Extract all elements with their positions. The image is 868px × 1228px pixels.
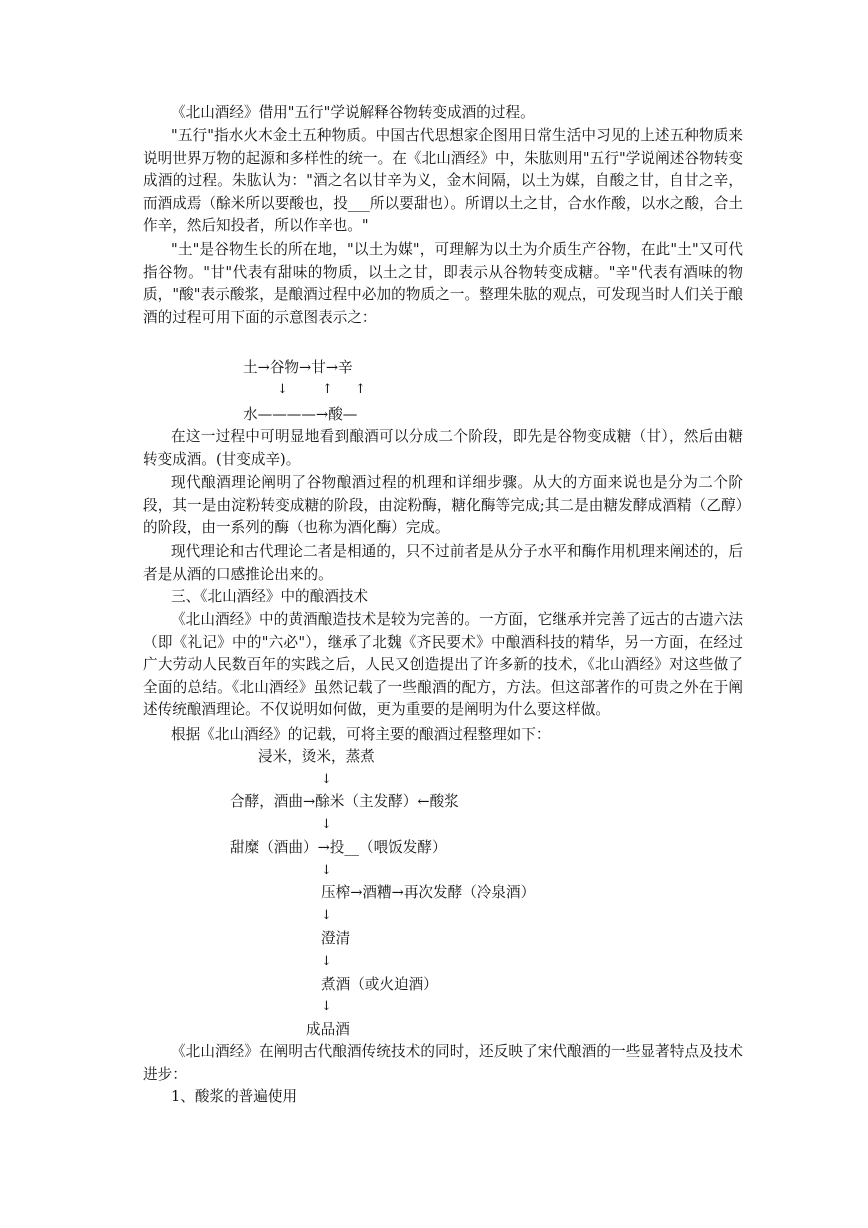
arrow-down-icon: ↓ [277, 382, 288, 397]
arrow-down-icon: ↓ [321, 772, 332, 787]
flow-step-feed-ferment: 甜糜（酒曲）→投__（喂饭发酵） [230, 839, 447, 856]
paragraph-brewing-tech: 《北山酒经》中的黄酒酿造技术是较为完善的。一方面，它继承并完善了远古的古遗六法（即《礼记》中的"六必"），继承了北魏《齐民要术》中酿酒科技的精华，另一方面，在经过广大劳动人民数百年的实践之后，人民又创造提出了许多新的技术，《北山酒经》对这些做了全面的总结。《北山酒经》虽然记载了一些酿酒的配方，方法。但这部著作的可贵之外在于阐述传统酿酒理论。不仅说明如何做，更为重要的是阐明为什么要这样做。 [143, 611, 743, 719]
subheading-sour-slurry: 1、酸浆的普遍使用 [171, 1088, 298, 1105]
arrow-down-icon: ↓ [321, 908, 332, 923]
fermentation-diagram [243, 357, 443, 427]
arrow-down-icon: ↓ [321, 863, 332, 878]
flow-step-boil: 煮酒（或火迫酒） [321, 976, 438, 993]
flow-step-soak: 浸米，烫米，蒸煮 [258, 748, 375, 765]
paragraph-theory-compare: 现代理论和古代理论二者是相通的，只不过前者是从分子水平和酶作用机理来阐述的，后者是从酒的口感推论出来的。 [143, 543, 743, 583]
arrow-up-icon: ↑ [355, 382, 366, 397]
paragraph-tu-gan-xin: "土"是谷物生长的所在地，"以土为媒"，可理解为以土为介质生产谷物，在此"土"又可代指谷物。"甘"代表有甜味的物质，以土之甘，即表示从谷物转变成糖。"辛"代表有酒味的物质，"酸"表示酸浆，是酿酒过程中必加的物质之一。整理朱肱的观点，可发现当时人们关于酿酒的过程可用下面的示意图表示之： [143, 241, 743, 326]
diagram-row-earth: 土→谷物→甘→辛 [243, 359, 353, 376]
flow-step-press: 压榨→酒糟→再次发酵（冷泉酒） [321, 884, 536, 901]
diagram-row-water: 水————→酸— [243, 406, 358, 423]
paragraph-song-features: 《北山酒经》在阐明古代酿酒传统技术的同时，还反映了宋代酿酒的一些显著特点及技术进步： [143, 1043, 743, 1083]
flow-step-finished: 成品酒 [306, 1021, 350, 1038]
paragraph-intro: 《北山酒经》借用"五行"学说解释谷物转变成酒的过程。 [171, 104, 535, 121]
flow-step-main-ferment: 合酵，酒曲→酴米（主发酵）←酸浆 [230, 793, 459, 810]
section-heading: 三、《北山酒经》中的酿酒技术 [171, 588, 369, 605]
brewing-flowchart [143, 746, 743, 1046]
paragraph-modern-theory: 现代酿酒理论阐明了谷物酿酒过程的机理和详细步骤。从大的方面来说也是分为二个阶段，其一是由淀粉转变成糖的阶段，由淀粉酶，糖化酶等完成;其二是由糖发酵成酒精（乙醇）的阶段，由一系列的酶（也称为酒化酶）完成。 [143, 474, 743, 537]
arrow-down-icon: ↓ [321, 817, 332, 832]
paragraph-wuxing: "五行"指水火木金土五种物质。中国古代思想家企图用日常生活中习见的上述五种物质来说明世界万物的起源和多样性的统一。在《北山酒经》中，朱肱则用"五行"学说阐述谷物转变成酒的过程。朱肱认为："酒之名以甘辛为义，金木间隔，以土为媒，自酸之甘，自甘之辛，而酒成焉（酴米所以要酸也，投___所以要甜也）。所谓以土之甘，合水作酸，以水之酸，合土作辛，然后知投者，所以作辛也。" [143, 127, 743, 235]
arrow-down-icon: ↓ [321, 954, 332, 969]
flow-step-clarify: 澄清 [321, 930, 351, 947]
arrow-up-icon: ↑ [322, 382, 333, 397]
arrow-down-icon: ↓ [321, 999, 332, 1014]
paragraph-process-intro: 根据《北山酒经》的记载，可将主要的酿酒过程整理如下： [171, 726, 551, 743]
paragraph-two-stages: 在这一过程中可明显地看到酿酒可以分成二个阶段，即先是谷物变成糖（甘），然后由糖转变成酒。(甘变成辛)。 [143, 428, 743, 468]
